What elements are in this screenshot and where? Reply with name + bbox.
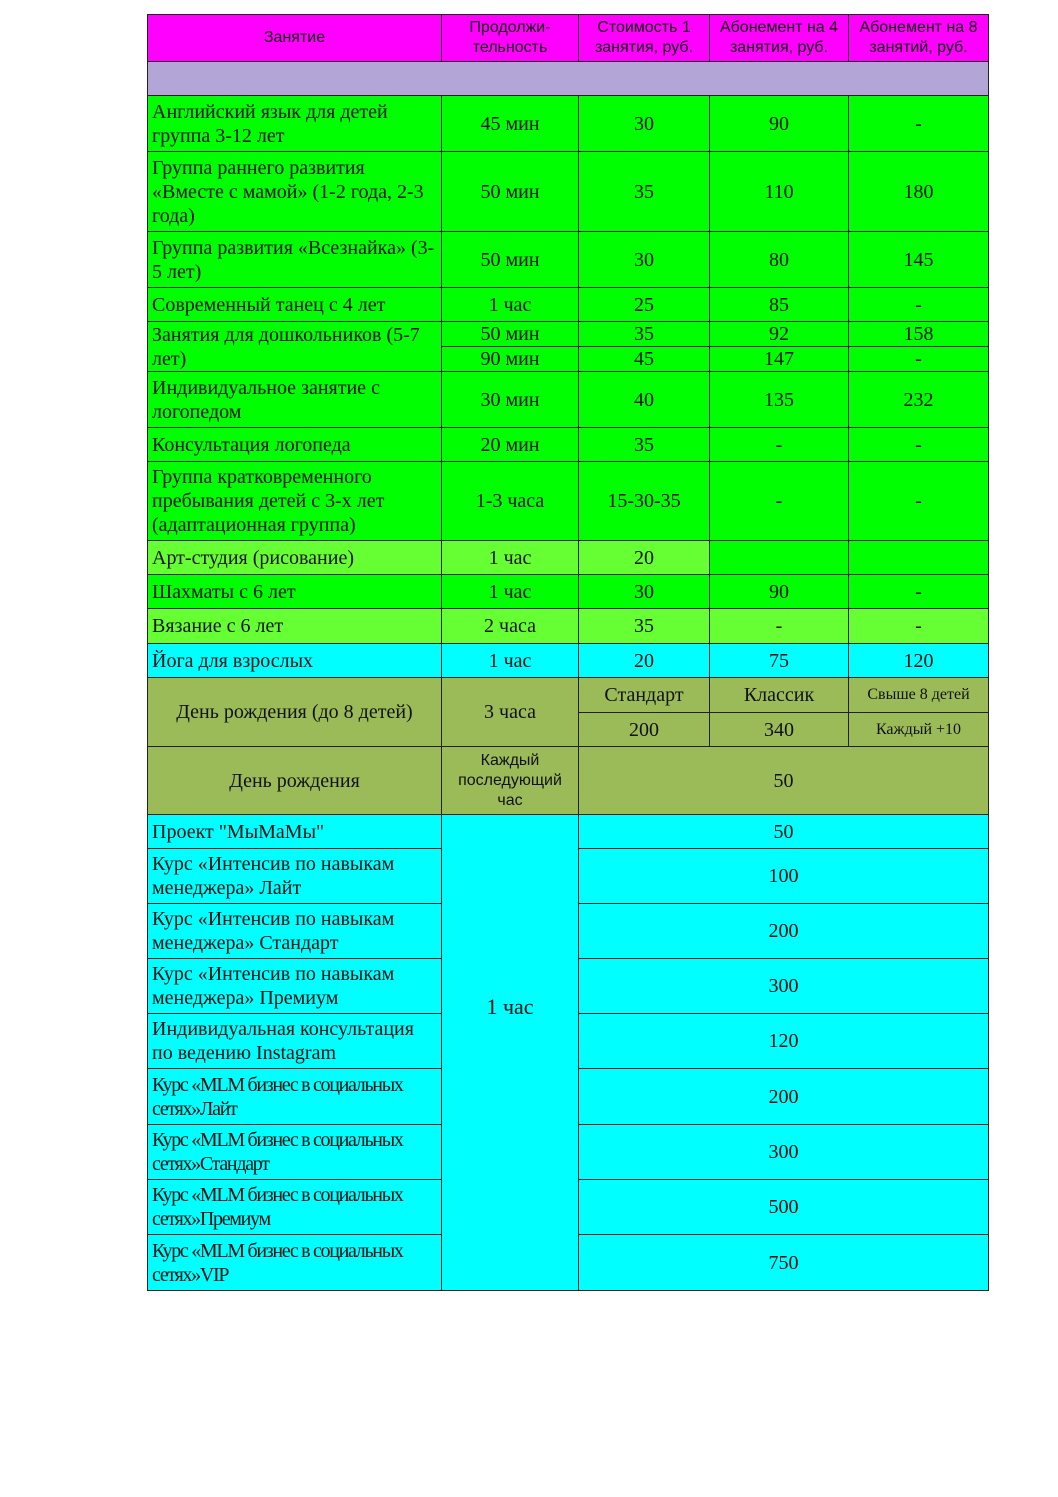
price-table	[147, 14, 989, 1291]
course-price: 300	[579, 1125, 989, 1180]
table-row	[148, 322, 989, 347]
course-price: 120	[579, 1014, 989, 1069]
price-cell: 40	[579, 372, 710, 428]
birthday-extra-duration: Каждый последующий час	[442, 747, 579, 815]
course-name: Курс «Интенсив по навыкам менеджера» Премиум	[148, 959, 442, 1014]
course-name: Проект "МыМаМы"	[148, 815, 442, 849]
table-row	[148, 575, 989, 609]
price-cell: 90 мин	[442, 347, 579, 372]
price-cell: -	[849, 609, 989, 644]
price-cell: 30	[579, 96, 710, 152]
activity-name: Группа развития «Всезнайка» (3-5 лет)	[148, 232, 442, 288]
table-row	[148, 152, 989, 232]
course-price: 500	[579, 1180, 989, 1235]
course-price: 300	[579, 959, 989, 1014]
price-cell: 92	[710, 322, 849, 347]
price-cell: 147	[710, 347, 849, 372]
course-name: Курс «MLM бизнес в социальных сетях»Стандарт	[148, 1125, 442, 1180]
price-cell: 35	[579, 609, 710, 644]
price-cell: 135	[710, 372, 849, 428]
course-name: Курс «MLM бизнес в социальных сетях»Премиум	[148, 1180, 442, 1235]
price-cell: 30 мин	[442, 372, 579, 428]
price-cell: 45	[579, 347, 710, 372]
header-cell: Абонемент на 8 занятий, руб.	[849, 15, 989, 62]
activity-name: Современный танец с 4 лет	[148, 288, 442, 322]
price-cell: 15-30-35	[579, 462, 710, 541]
price-cell	[849, 541, 989, 575]
price-cell: -	[849, 575, 989, 609]
price-cell: 35	[579, 322, 710, 347]
table-row	[148, 428, 989, 462]
price-cell: 2 часа	[442, 609, 579, 644]
price-cell: 180	[849, 152, 989, 232]
price-cell: -	[849, 96, 989, 152]
activity-name: Индивидуальное занятие с логопедом	[148, 372, 442, 428]
price-cell: 1-3 часа	[442, 462, 579, 541]
course-name: Индивидуальная консультация по ведению Instagram	[148, 1014, 442, 1069]
header-row	[148, 15, 989, 62]
table-row	[148, 462, 989, 541]
price-cell: 158	[849, 322, 989, 347]
price-cell: -	[849, 288, 989, 322]
price-cell: 232	[849, 372, 989, 428]
price-cell: 20 мин	[442, 428, 579, 462]
activity-name: Группа кратковременного пребывания детей с 3-х лет (адаптационная группа)	[148, 462, 442, 541]
price-cell: 50 мин	[442, 152, 579, 232]
price-cell: 120	[849, 644, 989, 678]
birthday-row	[148, 678, 989, 713]
activity-name: Группа раннего развития «Вместе с мамой» (1-2 года, 2-3 года)	[148, 152, 442, 232]
activity-name: Английский язык для детей группа 3-12 лет	[148, 96, 442, 152]
course-price: 50	[579, 815, 989, 849]
price-cell: 110	[710, 152, 849, 232]
tier-price: 340	[710, 713, 849, 747]
activity-name: Консультация логопеда	[148, 428, 442, 462]
price-cell: 75	[710, 644, 849, 678]
price-cell: 50 мин	[442, 322, 579, 347]
price-cell: 20	[579, 541, 710, 575]
header-cell: Абонемент на 4 занятия, руб.	[710, 15, 849, 62]
table-row	[148, 644, 989, 678]
price-cell: 1 час	[442, 575, 579, 609]
price-cell	[710, 541, 849, 575]
birthday-duration: 3 часа	[442, 678, 579, 747]
price-cell: 1 час	[442, 541, 579, 575]
price-cell: 90	[710, 575, 849, 609]
tier-label: Свыше 8 детей	[849, 678, 989, 713]
header-cell: Стоимость 1 занятия, руб.	[579, 15, 710, 62]
activity-name: Арт-студия (рисование)	[148, 541, 442, 575]
birthday-extra-row	[148, 747, 989, 815]
course-name: Курс «MLM бизнес в социальных сетях»VIP	[148, 1235, 442, 1291]
tier-price: 200	[579, 713, 710, 747]
price-cell: -	[710, 462, 849, 541]
price-cell: 80	[710, 232, 849, 288]
activity-name: Шахматы с 6 лет	[148, 575, 442, 609]
course-price: 100	[579, 849, 989, 904]
table-row	[148, 288, 989, 322]
course-price: 750	[579, 1235, 989, 1291]
activity-name: Йога для взрослых	[148, 644, 442, 678]
birthday-extra-name: День рождения	[148, 747, 442, 815]
table-row	[148, 541, 989, 575]
course-row	[148, 815, 989, 849]
tier-price: Каждый +10	[849, 713, 989, 747]
price-cell: 30	[579, 232, 710, 288]
price-cell: 85	[710, 288, 849, 322]
table-row	[148, 232, 989, 288]
price-cell: 30	[579, 575, 710, 609]
price-cell: 35	[579, 152, 710, 232]
courses-duration: 1 час	[442, 815, 579, 1291]
price-cell: 1 час	[442, 288, 579, 322]
tier-label: Стандарт	[579, 678, 710, 713]
header-cell: Продолжи-тельность	[442, 15, 579, 62]
price-cell: 35	[579, 428, 710, 462]
table-row	[148, 96, 989, 152]
table-row	[148, 609, 989, 644]
price-cell: -	[710, 609, 849, 644]
price-cell: 1 час	[442, 644, 579, 678]
birthday-extra-price: 50	[579, 747, 989, 815]
birthday-name: День рождения (до 8 детей)	[148, 678, 442, 747]
course-price: 200	[579, 904, 989, 959]
price-cell: -	[710, 428, 849, 462]
price-cell: 20	[579, 644, 710, 678]
tier-label: Классик	[710, 678, 849, 713]
activity-name: Занятия для дошкольников (5-7 лет)	[148, 322, 442, 372]
price-cell: -	[849, 462, 989, 541]
price-cell: 50 мин	[442, 232, 579, 288]
course-price: 200	[579, 1069, 989, 1125]
price-cell: -	[849, 428, 989, 462]
activity-name: Вязание с 6 лет	[148, 609, 442, 644]
price-cell: 145	[849, 232, 989, 288]
course-name: Курс «Интенсив по навыкам менеджера» Лайт	[148, 849, 442, 904]
header-cell: Занятие	[148, 15, 442, 62]
spacer-cell	[148, 62, 989, 96]
course-name: Курс «Интенсив по навыкам менеджера» Стандарт	[148, 904, 442, 959]
price-cell: 25	[579, 288, 710, 322]
price-cell: 90	[710, 96, 849, 152]
table-row	[148, 372, 989, 428]
price-cell: -	[849, 347, 989, 372]
price-cell: 45 мин	[442, 96, 579, 152]
course-name: Курс «MLM бизнес в социальных сетях»Лайт	[148, 1069, 442, 1125]
spacer-row	[148, 62, 989, 96]
